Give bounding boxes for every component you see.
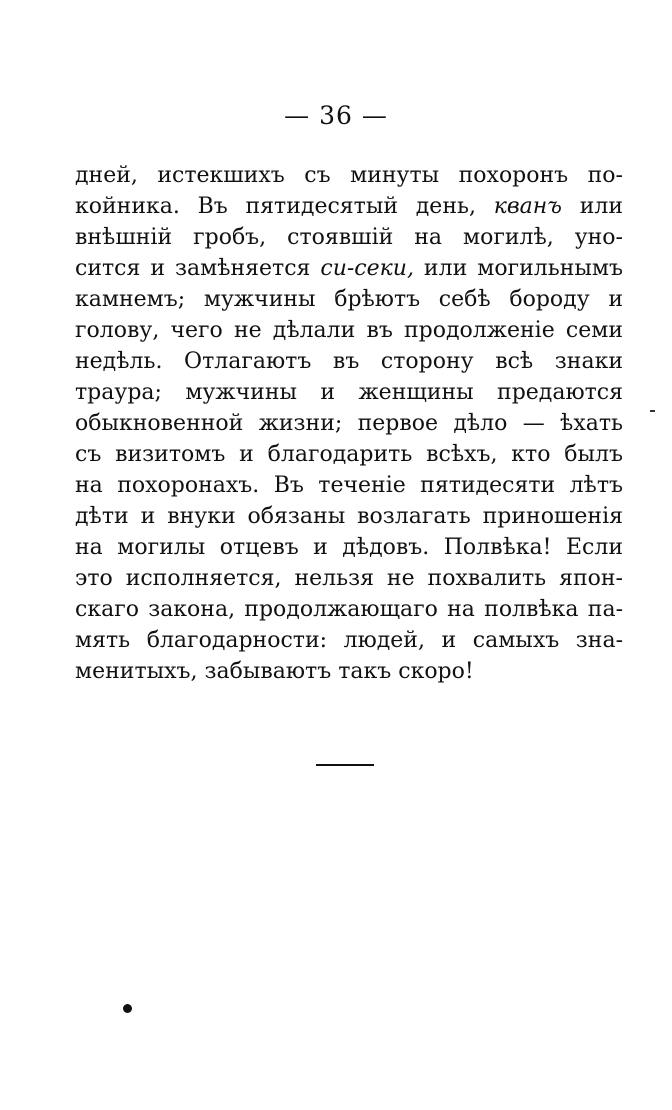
text-segment: на могилы отцевъ и дѣдовъ. Полвѣка! Если	[75, 535, 623, 560]
text-line	[75, 532, 623, 563]
italic-term: си-секи,	[320, 256, 414, 281]
text-line	[75, 563, 623, 594]
text-line	[75, 439, 623, 470]
text-segment: камнемъ; мужчины брѣютъ себѣ бороду и	[75, 287, 623, 312]
ink-spot	[123, 1004, 132, 1013]
italic-term: кванъ	[493, 194, 562, 219]
text-line	[75, 191, 623, 222]
text-segment: голову, чего не дѣлали въ продолженіе семи	[75, 318, 623, 343]
text-line	[75, 346, 623, 377]
section-divider	[316, 764, 374, 766]
body-text	[75, 160, 623, 687]
text-segment: дѣти и внуки обязаны возлагать приношенія	[75, 504, 623, 529]
text-segment: или	[561, 194, 623, 219]
text-segment: или могильнымъ	[413, 256, 623, 281]
text-segment: менитыхъ, забываютъ такъ скоро!	[75, 659, 474, 684]
text-segment: мять благодарности: людей, и самыхъ зна-	[75, 628, 623, 653]
text-line	[75, 656, 623, 687]
page-number: — 36 —	[284, 101, 388, 130]
text-line	[75, 625, 623, 656]
text-line	[75, 408, 623, 439]
text-segment: траура; мужчины и женщины предаются	[75, 380, 623, 405]
text-segment: скаго закона, продолжающаго на полвѣка па-	[75, 597, 623, 622]
text-line	[75, 284, 623, 315]
text-line	[75, 470, 623, 501]
text-segment: койника. Въ пятидесятый день,	[75, 194, 494, 219]
text-line	[75, 253, 623, 284]
text-segment: сится и замѣняется	[75, 256, 321, 281]
text-line	[75, 315, 623, 346]
text-line	[75, 222, 623, 253]
text-segment: дней, истекшихъ съ минуты похоронъ по-	[75, 163, 623, 188]
text-segment: внѣшній гробъ, стоявшій на могилѣ, уно-	[75, 225, 623, 250]
text-line	[75, 160, 623, 191]
text-segment: на похоронахъ. Въ теченіе пятидесяти лѣтъ	[75, 473, 623, 498]
text-segment: съ визитомъ и благодарить всѣхъ, кто былъ	[75, 442, 623, 467]
text-segment: это исполняется, нельзя не похвалить япон-	[75, 566, 623, 591]
margin-mark	[650, 410, 655, 412]
text-segment: недѣль. Отлагаютъ въ сторону всѣ знаки	[75, 349, 623, 374]
text-line	[75, 377, 623, 408]
text-line	[75, 594, 623, 625]
text-line	[75, 501, 623, 532]
text-segment: обыкновенной жизни; первое дѣло — ѣхать	[75, 411, 623, 436]
